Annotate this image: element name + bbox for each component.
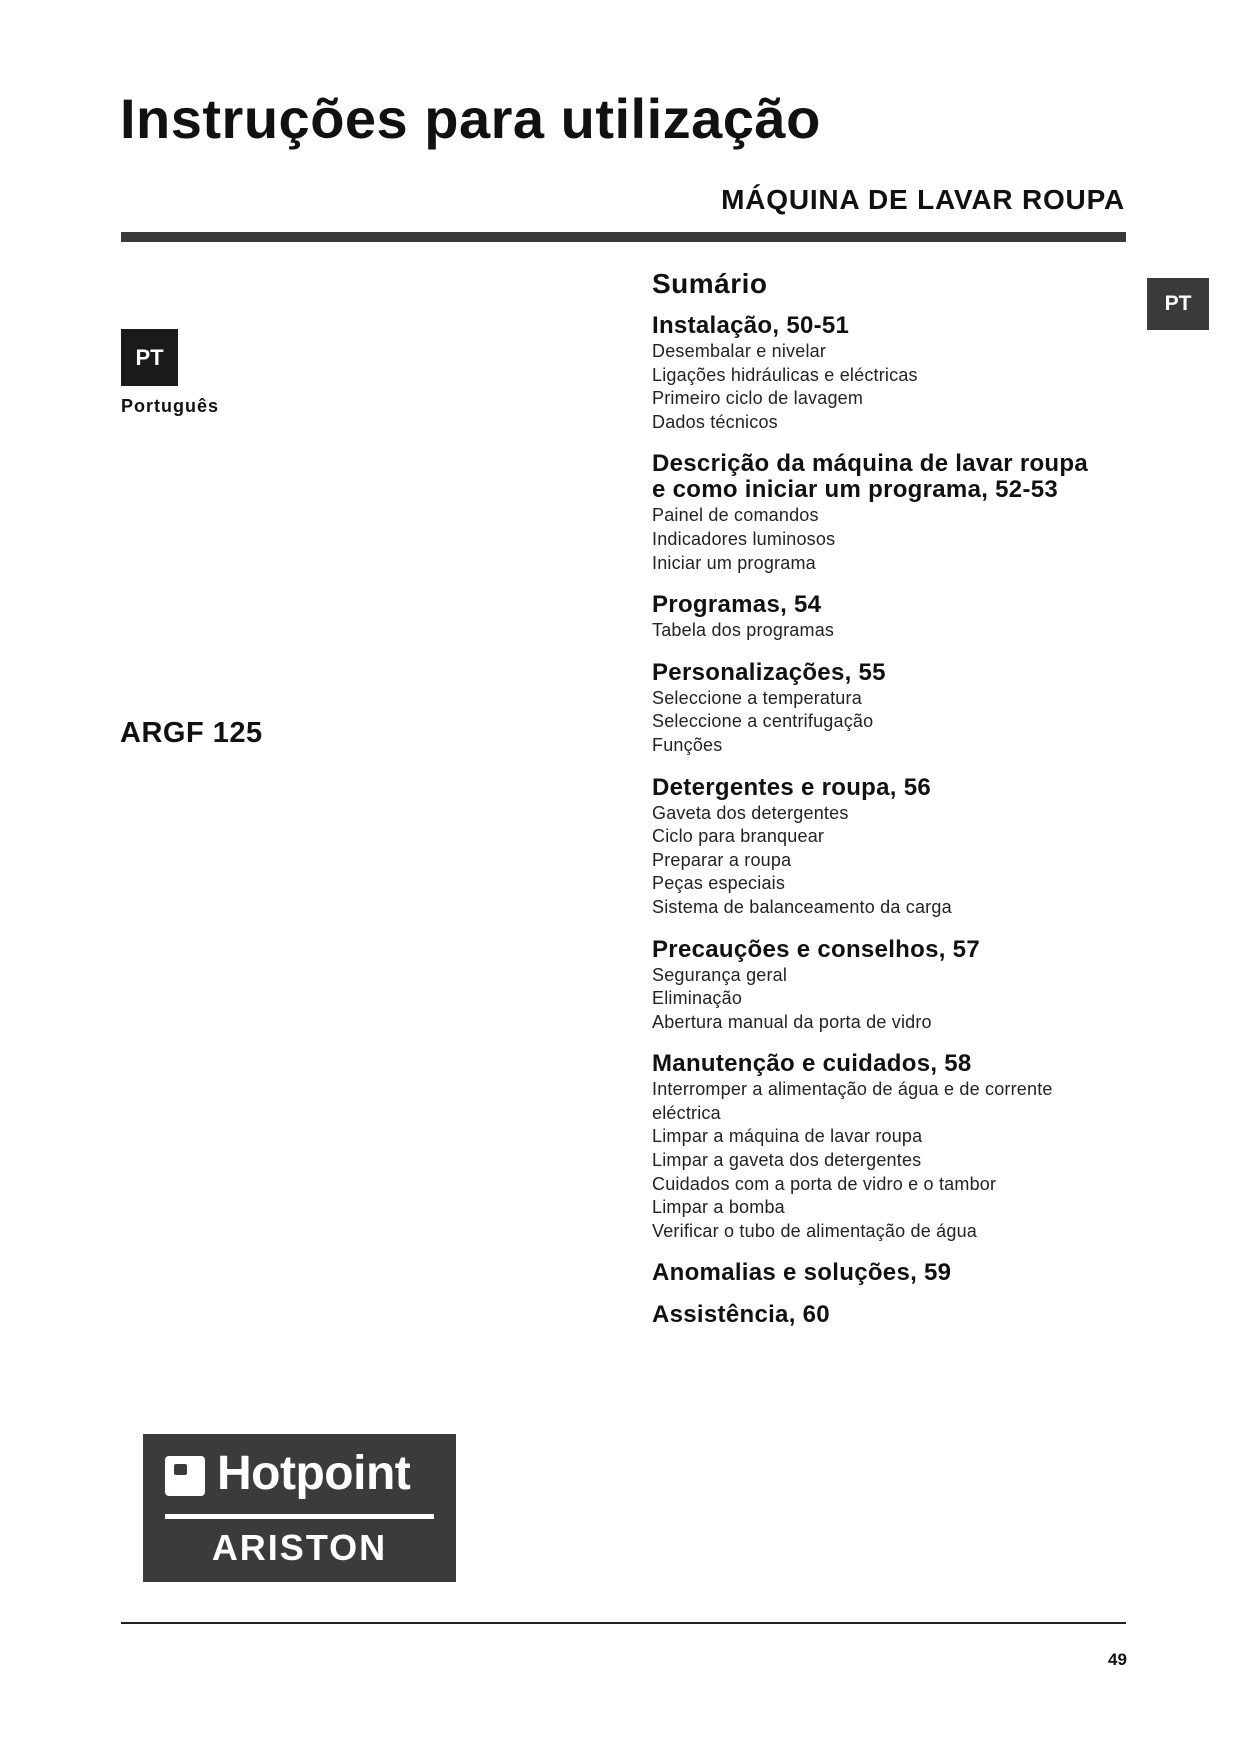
toc-section-title: Manutenção e cuidados, 58 (652, 1050, 972, 1078)
toc-item: Dados técnicos (652, 411, 778, 432)
toc-item: Seleccione a centrifugação (652, 711, 874, 732)
toc-sections (652, 314, 1132, 1327)
toc-section (652, 658, 1132, 758)
toc-item: Tabela dos programas (652, 620, 835, 641)
toc-item: Indicadores luminosos (652, 528, 836, 549)
toc-section (652, 935, 1132, 1035)
toc-section (652, 593, 1132, 643)
toc-item: Eliminação (652, 988, 743, 1009)
language-name: Português (121, 396, 220, 416)
toc-section-title-line2: e como iniciar um programa, 52-53 (652, 476, 1059, 504)
toc-item: Ligações hidráulicas e eléctricas (652, 364, 918, 385)
toc-item: Peças especiais (652, 873, 786, 894)
toc-section-title: Detergentes e roupa, 56 (652, 773, 931, 801)
brand-logo (143, 1434, 456, 1582)
toc-item: Desembalar e nivelar (652, 341, 827, 361)
logo-divider (165, 1514, 434, 1519)
logo-wordmark-top: Hotpoint (217, 1447, 411, 1500)
toc-section (652, 314, 1132, 434)
toc-item: Seleccione a temperatura (652, 687, 862, 708)
toc-item: Verificar o tubo de alimentação de água (652, 1220, 978, 1241)
toc-section (652, 1261, 1132, 1285)
toc-section-title: Precauções e conselhos, 57 (652, 935, 980, 963)
toc-section (652, 773, 1132, 920)
toc-section-title: Instalação, 50-51 (652, 312, 850, 339)
toc-section-title: Descrição da máquina de lavar roupa (652, 450, 1088, 478)
toc-title: Sumário (652, 268, 768, 299)
footer-divider (121, 1622, 1126, 1624)
toc-item: Gaveta dos detergentes (652, 802, 849, 823)
language-side-tab: PT (1147, 278, 1209, 330)
logo-mark-icon (165, 1456, 205, 1496)
toc-item: Iniciar um programa (652, 552, 816, 573)
toc-item: Limpar a máquina de lavar roupa (652, 1126, 923, 1147)
toc-section (652, 452, 1132, 575)
model-number: ARGF 125 (120, 717, 263, 749)
toc-item: Cuidados com a porta de vidro e o tambor (652, 1173, 997, 1194)
toc-item: Interromper a alimentação de água e de corrente (652, 1079, 1053, 1100)
table-of-contents (652, 268, 1132, 1345)
toc-item: Ciclo para branquear (652, 826, 825, 847)
toc-item: Preparar a roupa (652, 849, 792, 870)
toc-item: Limpar a gaveta dos detergentes (652, 1150, 922, 1171)
toc-item: Funções (652, 734, 723, 755)
toc-item: eléctrica (652, 1102, 721, 1123)
toc-section (652, 1052, 1132, 1243)
logo-wordmark-bottom: ARISTON (211, 1527, 388, 1568)
toc-section (652, 1303, 1132, 1327)
toc-item: Sistema de balanceamento da carga (652, 896, 952, 917)
toc-item: Segurança geral (652, 964, 788, 985)
document-subtitle: MÁQUINA DE LAVAR ROUPA (721, 184, 1125, 215)
language-code-badge: PT (121, 329, 178, 386)
document-title: Instruções para utilização (120, 87, 821, 150)
toc-item: Painel de comandos (652, 505, 819, 526)
header-divider (121, 232, 1126, 242)
page-number: 49 (1108, 1650, 1127, 1669)
toc-section-title: Assistência, 60 (652, 1301, 830, 1329)
toc-item: Limpar a bomba (652, 1197, 785, 1218)
toc-section-title: Programas, 54 (652, 591, 822, 619)
toc-item: Abertura manual da porta de vidro (652, 1011, 932, 1032)
toc-section-title: Anomalias e soluções, 59 (652, 1259, 952, 1287)
toc-section-title: Personalizações, 55 (652, 658, 886, 686)
toc-item: Primeiro ciclo de lavagem (652, 388, 864, 409)
